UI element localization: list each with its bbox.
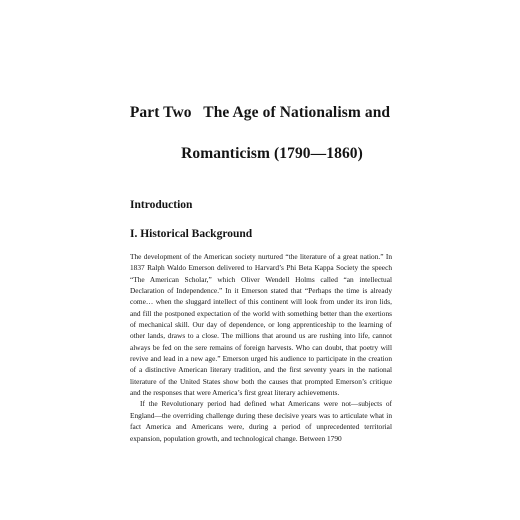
body-text xyxy=(130,251,392,444)
paragraph-2: If the Revolutionary period had defined what Americans were not—subjects of England—the overriding challenge during these decisive years was to articulate what in fact America and Americans were, during a period of unprecedented territorial expansion, population growth, and technological change. Between 1790 xyxy=(130,399,392,443)
part-title-line-2: Romanticism (1790—1860) xyxy=(181,145,363,162)
paragraph-1: The development of the American society nurtured “the literature of a great nation.” In 1837 Ralph Waldo Emerson delivered to Harvard’s Phi Beta Kappa Society the speech “The American Scholar,” which Oliver Wendell Holms called “an intellectual Declaration of Independence.” In it Emerson stated that “Perhaps the time is already come… when the sluggard intellect of this continent will look from under its iron lids, and fill the postponed expectation of the world with something better than the exertions of mechanical skill. Our day of dependence, or long apprenticeship to the learning of other lands, draws to a close. The millions that around us are rushing into life, cannot always be fed on the sere remains of foreign harvests. Who can doubt, that poetry will revive and lead in a new age.” Emerson urged his audience to participate in the creation of a distinctive American literary tradition, and the first seventy years in the national literature of the United States show both the causes that prompted Emerson’s critique and the responses that were America’s first great literary achievements. xyxy=(130,252,392,398)
historical-background-heading: I. Historical Background xyxy=(130,228,253,240)
introduction-heading: Introduction xyxy=(130,199,193,211)
part-title-line-1: Part Two The Age of Nationalism and xyxy=(129,104,391,121)
